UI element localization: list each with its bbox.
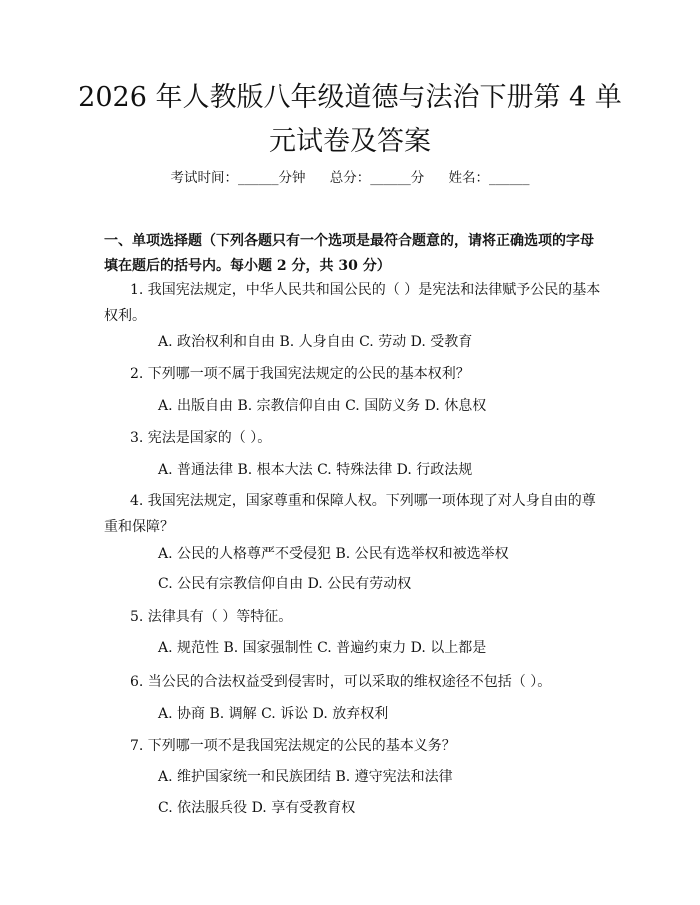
question-7 [104, 733, 604, 759]
question-4 [104, 488, 604, 540]
question-2 [104, 361, 604, 387]
question-6 [104, 669, 604, 695]
question-text: 4. 我国宪法规定，国家尊重和保障人权。下列哪一项体现了对人身自由的尊 [130, 493, 596, 509]
question-text: 2. 下列哪一项不属于我国宪法规定的公民的基本权利？ [130, 366, 470, 382]
question-4-options-a: A. 公民的人格尊严不受侵犯 B. 公民有选举权和被选举权 [158, 546, 509, 562]
question-5 [104, 604, 604, 630]
question-text: 3. 宪法是国家的（ ）。 [130, 430, 272, 446]
question-text-cont: 权利。 [104, 308, 146, 324]
question-text: 7. 下列哪一项不是我国宪法规定的公民的基本义务？ [130, 738, 456, 754]
question-text: 1. 我国宪法规定，中华人民共和国公民的（ ）是宪法和法律赋予公民的基本 [130, 282, 601, 298]
exam-time: 考试时间：______分钟 [170, 170, 306, 186]
exam-score: 总分：______分 [329, 170, 425, 186]
section-heading-line-1: 一、单项选择题（下列各题只有一个选项是最符合题意的，请将正确选项的字母 [104, 233, 594, 249]
question-7-options-a: A. 维护国家统一和民族团结 B. 遵守宪法和法律 [158, 769, 453, 785]
question-2-options: A. 出版自由 B. 宗教信仰自由 C. 国防义务 D. 休息权 [158, 398, 487, 414]
student-name: 姓名：______ [448, 170, 530, 186]
exam-title [60, 76, 640, 164]
question-5-options: A. 规范性 B. 国家强制性 C. 普遍约束力 D. 以上都是 [158, 640, 487, 656]
title-line-1: 2026 年人教版八年级道德与法治下册第 4 单 [78, 82, 622, 113]
question-text: 5. 法律具有（ ）等特征。 [130, 609, 293, 625]
question-text: 6. 当公民的合法权益受到侵害时，可以采取的维权途径不包括（ ）。 [130, 674, 552, 690]
section-heading-line-2: 填在题后的括号内。每小题 2 分，共 30 分） [104, 258, 391, 274]
question-4-options-b: C. 公民有宗教信仰自由 D. 公民有劳动权 [158, 576, 412, 592]
section-heading [104, 229, 604, 279]
title-line-2: 元试卷及答案 [269, 126, 431, 157]
question-6-options: A. 协商 B. 调解 C. 诉讼 D. 放弃权利 [158, 706, 389, 722]
question-3 [104, 425, 604, 451]
exam-meta [0, 168, 700, 188]
question-text-cont: 重和保障？ [104, 519, 174, 535]
question-1 [104, 277, 604, 329]
question-3-options: A. 普通法律 B. 根本大法 C. 特殊法律 D. 行政法规 [158, 462, 473, 478]
question-7-options-b: C. 依法服兵役 D. 享有受教育权 [158, 800, 356, 816]
question-1-options: A. 政治权利和自由 B. 人身自由 C. 劳动 D. 受教育 [158, 334, 473, 350]
